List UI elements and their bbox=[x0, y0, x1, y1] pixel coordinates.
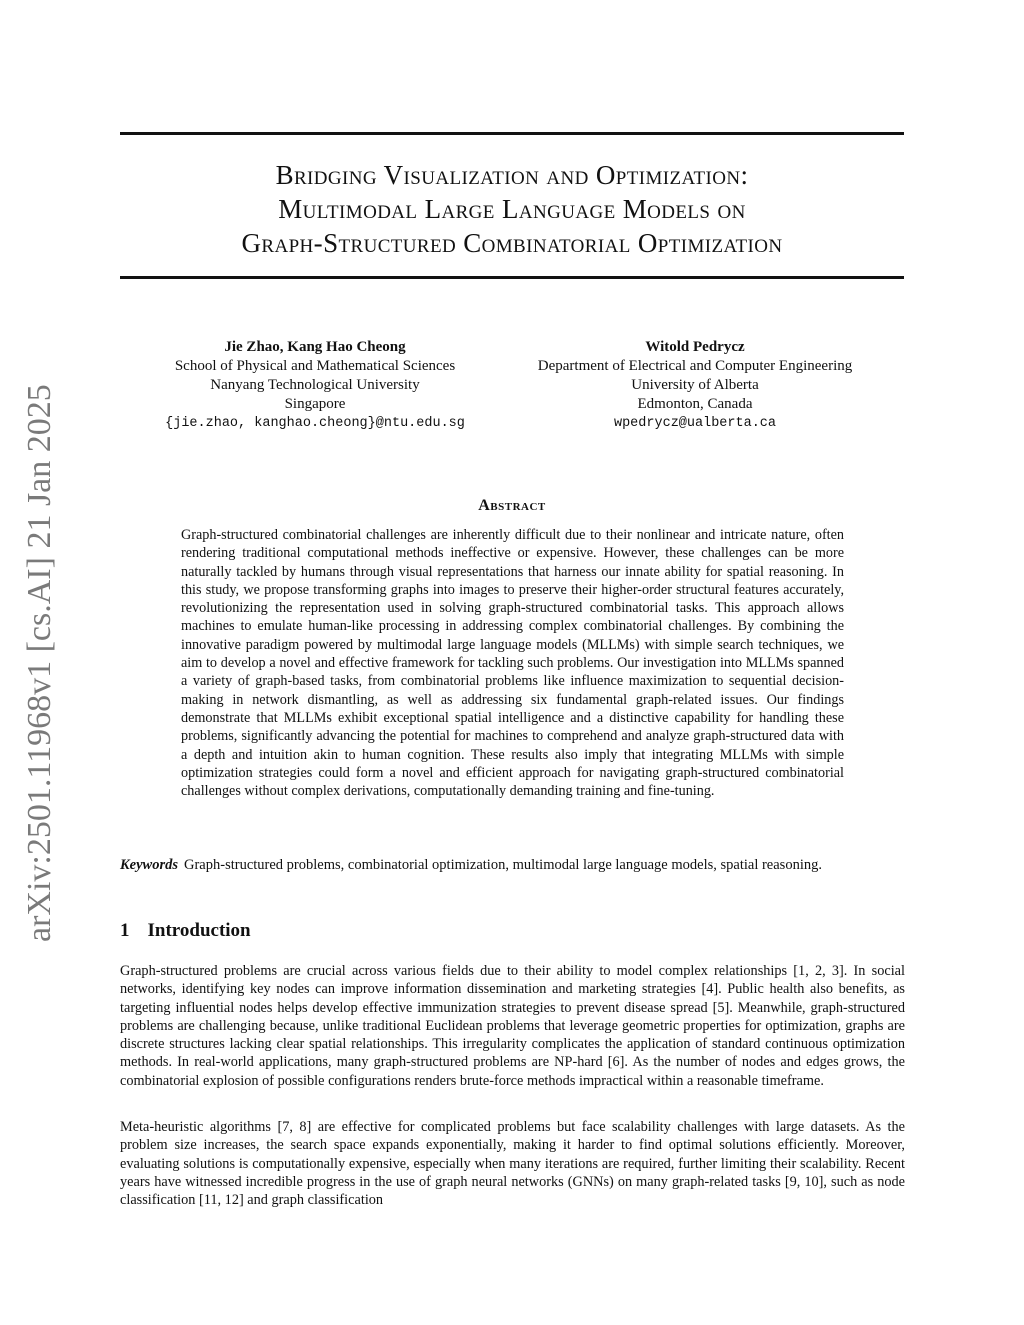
arxiv-identifier: arXiv:2501.11968v1 [cs.AI] 21 Jan 2025 bbox=[21, 384, 58, 942]
title-line-1: Bridging Visualization and Optimization: bbox=[275, 160, 749, 190]
author-names: Witold Pedrycz bbox=[645, 339, 745, 355]
section-number: 1 bbox=[120, 920, 130, 941]
keywords bbox=[120, 856, 904, 875]
author-email: {jie.zhao, kanghao.cheong}@ntu.edu.sg bbox=[165, 416, 465, 431]
title-line-2: Multimodal Large Language Models on bbox=[278, 194, 746, 224]
abstract-heading: Abstract bbox=[478, 497, 546, 514]
affiliation-line: Edmonton, Canada bbox=[637, 396, 753, 412]
author-block-alberta bbox=[510, 338, 880, 433]
keywords-text: Graph-structured problems, combinatorial optimization, multimodal large language models, spatial reasoning. bbox=[184, 857, 822, 873]
paper-title bbox=[120, 158, 904, 260]
author-block-ntu bbox=[140, 338, 490, 433]
title-rule-top bbox=[120, 132, 904, 135]
affiliation-line: University of Alberta bbox=[631, 377, 759, 393]
affiliation-line: Singapore bbox=[284, 396, 346, 412]
section-title: Introduction bbox=[147, 920, 251, 941]
keywords-label: Keywords bbox=[120, 857, 178, 873]
author-email: wpedrycz@ualberta.ca bbox=[613, 416, 777, 431]
affiliation-line: School of Physical and Mathematical Sciences bbox=[174, 358, 456, 374]
abstract-body: Graph-structured combinatorial challenges are inherently difficult due to their nonlinear and intricate nature, often rendering traditional computational methods ineffective or expensive. However, these challenges can be more naturally tackled by humans through visual representations that harness our innate ability for spatial reasoning. In this study, we propose transforming graphs into images to preserve their higher-order structural features accurately, revolutionizing the representation used in solving graph-structured combinatorial tasks. This approach allows machines to emulate human-like processing in addressing complex combinatorial challenges. By combining the innovative paradigm powered by multimodal large language models (MLLMs) with simple search techniques, we aim to develop a novel and effective framework for tackling such problems. Our investigation into MLLMs spanned a variety of graph-based tasks, from combinatorial problems like influence maximization to sequential decision-making in network dismantling, as well as addressing six fundamental graph-related issues. Our findings demonstrate that MLLMs exhibit exceptional spatial intelligence and a distinctive capability for handling these problems, significantly advancing the potential for machines to comprehend and analyze graph-structured data with a depth and intuition akin to human cognition. These results also imply that integrating MLLMs with simple optimization strategies could form a novel and efficient approach for navigating graph-structured combinatorial challenges without complex derivations, computationally demanding training and fine-tuning. bbox=[181, 527, 844, 800]
body-paragraph: Meta-heuristic algorithms [7, 8] are effective for complicated problems but face scalability challenges with large datasets. As the problem size increases, the search space expands exponentially, making it harder to find optimal solutions efficiently. Moreover, evaluating solutions is computationally expensive, especially when many iterations are required, further limiting their scalability. Recent years have witnessed incredible progress in the use of graph neural networks (GNNs) on many graph-related tasks [9, 10], such as node classification [11, 12] and graph classification bbox=[120, 1119, 905, 1209]
title-line-3: Graph-Structured Combinatorial Optimization bbox=[241, 228, 783, 258]
affiliation-line: Department of Electrical and Computer Engineering bbox=[537, 358, 853, 374]
author-names: Jie Zhao, Kang Hao Cheong bbox=[224, 339, 406, 355]
title-rule-bottom bbox=[120, 276, 904, 279]
section-heading-introduction bbox=[120, 920, 251, 942]
affiliation-line: Nanyang Technological University bbox=[210, 377, 420, 393]
body-paragraph: Graph-structured problems are crucial across various fields due to their ability to model complex relationships [1, 2, 3]. In social networks, identifying key nodes can improve information dissemination and marketing strategies [4]. Public health also benefits, as targeting influential nodes helps develop effective immunization strategies to prevent disease spread [5]. Meanwhile, graph-structured problems are challenging because, unlike traditional Euclidean problems that leverage geometric properties for optimization, graphs are discrete structures lacking clear spatial relationships. This irregularity complicates the application of standard continuous optimization methods. In real-world applications, many graph-structured problems are NP-hard [6]. As the number of nodes and edges grows, the combinatorial explosion of possible configurations renders brute-force methods impractical within a reasonable timeframe. bbox=[120, 963, 905, 1089]
